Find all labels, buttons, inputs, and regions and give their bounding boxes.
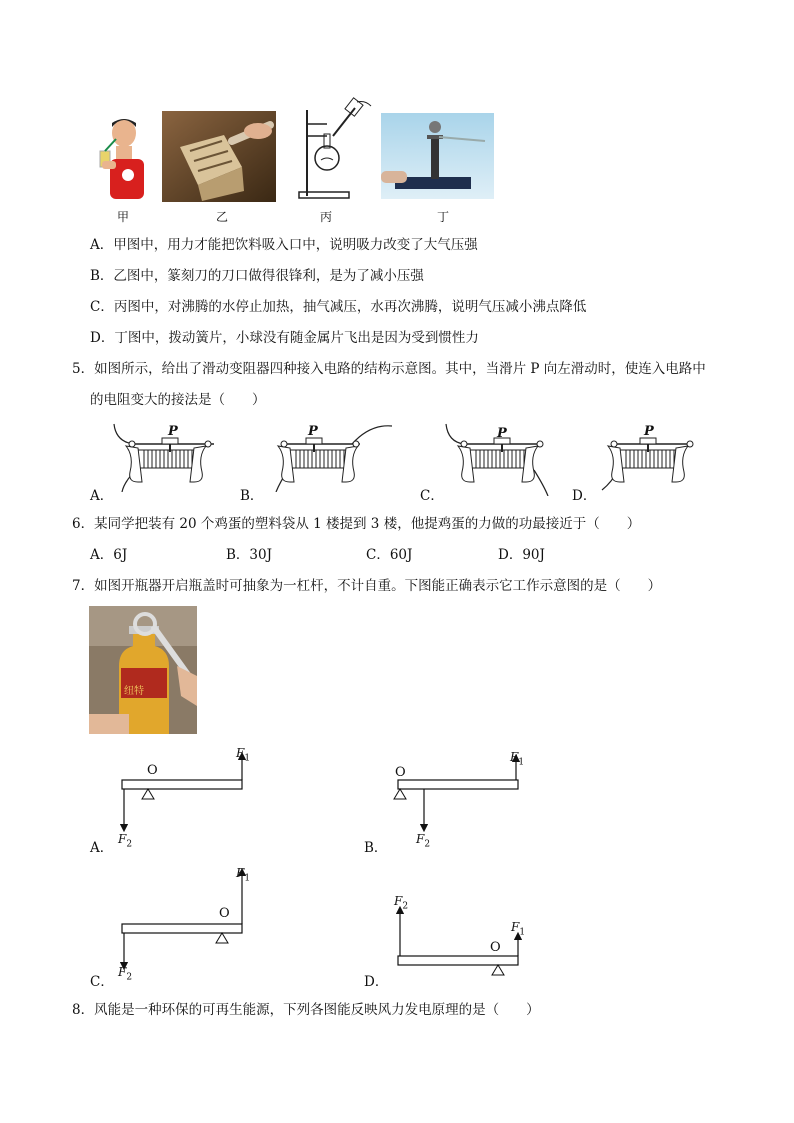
rheostat-d-slider-label: P bbox=[644, 424, 654, 439]
lever-b-pivot-label: O bbox=[395, 765, 406, 780]
q5-stem-line1: 5．如图所示，给出了滑动变阻器四种接入电路的结构示意图。其中，当滑片 P 向左滑动时，使连入电路中 bbox=[72, 361, 706, 377]
figure-bing-flask-apparatus bbox=[293, 96, 375, 202]
lever-b-f1-label: $F_1$ bbox=[510, 750, 525, 768]
q7-option-b-label: B． bbox=[364, 840, 388, 856]
q5-option-a-label: A． bbox=[90, 488, 114, 504]
q7-option-a-label: A． bbox=[90, 840, 114, 856]
rheostat-a-slider-label: P bbox=[168, 424, 178, 439]
q5-option-c-label: C． bbox=[420, 488, 444, 504]
q5-stem-line2: 的电阻变大的接法是（ ） bbox=[90, 392, 266, 408]
caption-ding: 丁 bbox=[437, 210, 450, 224]
figure-yi-seal-carving bbox=[162, 111, 276, 202]
rheostat-c-slider-label: P bbox=[497, 426, 507, 441]
q6-option-d: D．90J bbox=[498, 547, 545, 563]
lever-c-f2-label: $F_2$ bbox=[118, 965, 133, 983]
rheostat-diagram-b bbox=[262, 420, 392, 492]
lever-c-pivot-label: O bbox=[219, 906, 230, 921]
lever-diagram-d bbox=[388, 896, 538, 986]
q6-option-a: A．6J bbox=[90, 547, 128, 563]
lever-a-f2-label: $F_2$ bbox=[118, 832, 133, 850]
q6-option-c: C．60J bbox=[366, 547, 413, 563]
lever-a-f1-label: $F_1$ bbox=[236, 746, 251, 764]
lever-b-f2-label: $F_2$ bbox=[416, 832, 431, 850]
figure-bottle-opener-photo bbox=[89, 606, 197, 734]
lever-c-f1-label: $F_1$ bbox=[236, 866, 251, 884]
figure-jia-boy-drinking bbox=[92, 113, 152, 203]
lever-d-f2-label: $F_2$ bbox=[394, 894, 409, 912]
caption-yi: 乙 bbox=[216, 210, 229, 224]
q5-option-b-label: B． bbox=[240, 488, 264, 504]
q6-stem: 6．某同学把装有 20 个鸡蛋的塑料袋从 1 楼提到 3 楼，他提鸡蛋的力做的功最接近于（ ） bbox=[72, 516, 641, 532]
q6-option-b: B．30J bbox=[226, 547, 273, 563]
q4-option-a: A．甲图中，用力才能把饮料吸入口中，说明吸力改变了大气压强 bbox=[90, 237, 478, 253]
q4-option-d: D．丁图中，拨动簧片，小球没有随金属片飞出是因为受到惯性力 bbox=[90, 330, 479, 346]
lever-diagram-a bbox=[110, 752, 260, 842]
caption-bing: 丙 bbox=[320, 210, 333, 224]
rheostat-diagram-a bbox=[110, 420, 222, 492]
q4-option-b: B．乙图中，篆刻刀的刀口做得很锋利，是为了减小压强 bbox=[90, 268, 424, 284]
figure-ding-inertia-demo bbox=[381, 113, 494, 199]
q5-option-d-label: D． bbox=[572, 488, 597, 504]
q7-option-d-label: D． bbox=[364, 974, 389, 990]
lever-d-pivot-label: O bbox=[490, 940, 501, 955]
lever-a-pivot-label: O bbox=[147, 763, 158, 778]
q7-stem: 7．如图开瓶器开启瓶盖时可抽象为一杠杆，不计自重。下图能正确表示它工作示意图的是（ ） bbox=[72, 578, 662, 594]
lever-d-f1-label: $F_1$ bbox=[511, 920, 526, 938]
caption-jia: 甲 bbox=[117, 210, 130, 224]
q8-stem: 8．风能是一种环保的可再生能源，下列各图能反映风力发电原理的是（ ） bbox=[72, 1002, 540, 1018]
photo-label-text: 纽特 bbox=[124, 686, 144, 697]
rheostat-b-slider-label: P bbox=[308, 424, 318, 439]
q4-option-c: C．丙图中，对沸腾的水停止加热，抽气减压，水再次沸腾，说明气压减小沸点降低 bbox=[90, 299, 587, 315]
q7-option-c-label: C． bbox=[90, 974, 114, 990]
